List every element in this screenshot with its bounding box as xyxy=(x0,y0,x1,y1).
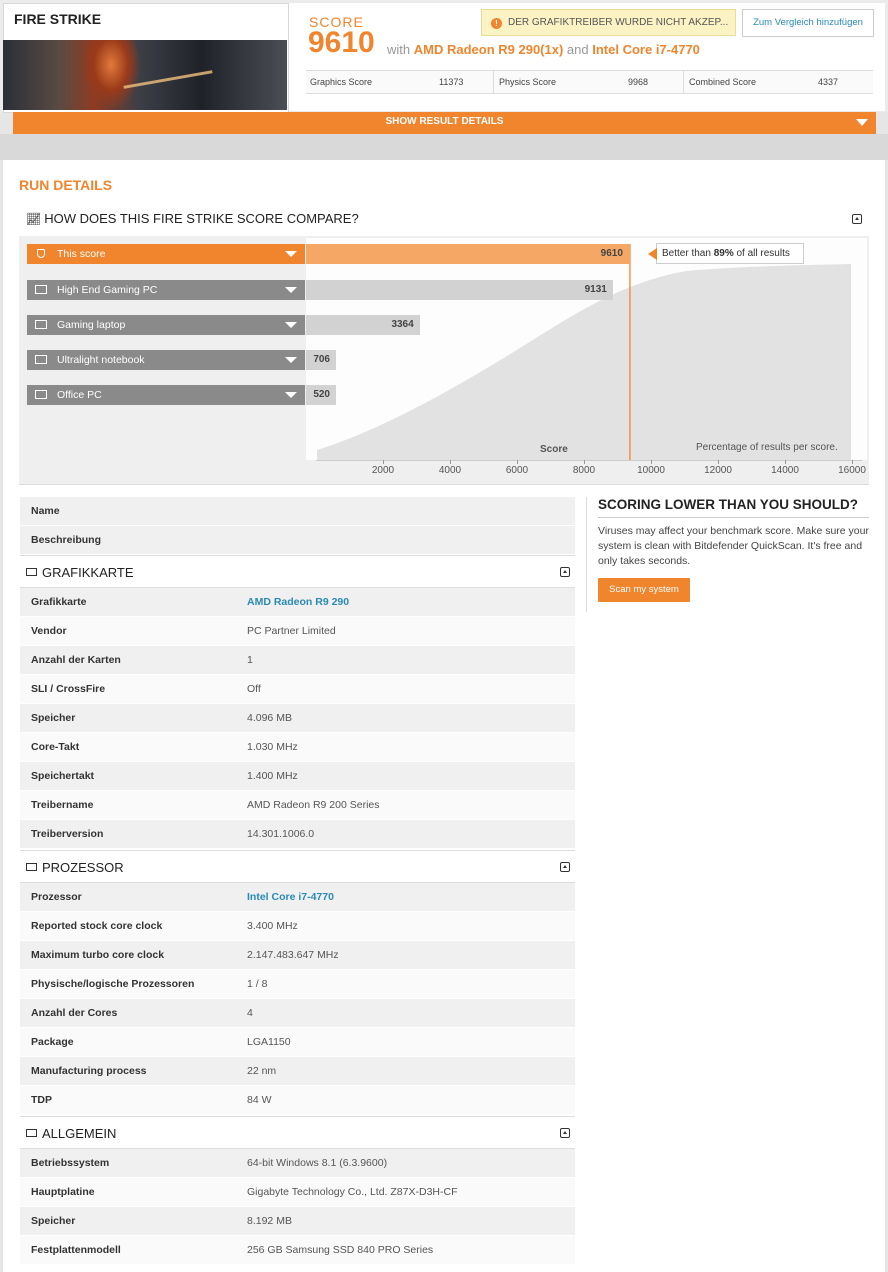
row-value: 1.030 MHz xyxy=(247,741,298,753)
and-text: and xyxy=(566,42,589,57)
category-selector-3[interactable] xyxy=(27,350,305,370)
bar-0: 9610 xyxy=(306,244,629,264)
x-tick-mark xyxy=(383,460,384,464)
desktop-icon xyxy=(35,390,47,399)
x-tick-mark xyxy=(651,460,652,464)
table-row xyxy=(20,675,575,704)
row-value: AMD Radeon R9 200 Series xyxy=(247,799,380,811)
cpu-link[interactable]: Intel Core i7-4770 xyxy=(592,42,700,57)
computer-icon xyxy=(26,1129,37,1137)
row-value: 1.400 MHz xyxy=(247,770,298,782)
row-key: Treiberversion xyxy=(31,828,104,840)
physics-score-label: Physics Score xyxy=(499,77,557,87)
table-row xyxy=(20,912,575,941)
table-row xyxy=(20,820,575,849)
row-key: Reported stock core clock xyxy=(31,920,163,932)
driver-warning[interactable] xyxy=(481,9,736,36)
sidebar-divider xyxy=(586,497,587,612)
row-key: Maximum turbo core clock xyxy=(31,949,165,961)
section-grafikkarte xyxy=(20,555,575,849)
description-row xyxy=(20,526,575,555)
category-selector-1[interactable] xyxy=(27,280,305,300)
row-value: 14.301.1006.0 xyxy=(247,828,315,840)
graphics-score-label: Graphics Score xyxy=(310,77,373,87)
sidebar-rule xyxy=(598,517,869,518)
x-tick-14000: 14000 xyxy=(771,465,799,476)
description-label: Beschreibung xyxy=(31,534,102,546)
with-text: with xyxy=(387,42,411,57)
row-value: 4.096 MB xyxy=(247,712,292,724)
x-tick-4000: 4000 xyxy=(438,465,462,476)
bar-4: 520 xyxy=(306,385,336,405)
desktop-icon xyxy=(35,285,47,294)
row-key: Grafikkarte xyxy=(31,596,87,608)
chevron-down-icon xyxy=(856,119,868,126)
row-key: Anzahl der Cores xyxy=(31,1007,118,1019)
table-row xyxy=(20,588,575,617)
row-value: Off xyxy=(247,683,261,695)
bar-2: 3364 xyxy=(306,315,420,335)
chart-icon: 📈︎ xyxy=(26,212,42,226)
section-title: ALLGEMEIN xyxy=(42,1126,117,1141)
table-row xyxy=(20,970,575,999)
score-value: 9610 xyxy=(308,26,375,59)
row-key: TDP xyxy=(31,1094,52,1106)
graphics-score-value: 11373 xyxy=(439,77,464,87)
row-value: 256 GB Samsung SSD 840 PRO Series xyxy=(247,1244,434,1256)
table-row xyxy=(20,646,575,675)
test-thumbnail xyxy=(3,40,287,110)
score-label: SCORE xyxy=(309,14,364,30)
better-than-callout xyxy=(656,243,804,264)
table-row xyxy=(20,704,575,733)
better-percent: 89% xyxy=(713,248,734,259)
row-value: LGA1150 xyxy=(247,1036,291,1048)
physics-score-value: 9968 xyxy=(628,77,649,87)
sidebar-text: Viruses may affect your benchmark score. Make sure your system is clean with Bitdefender QuickScan. It's free and only takes seconds. xyxy=(598,525,869,567)
x-axis-line xyxy=(316,460,862,461)
bar-3: 706 xyxy=(306,350,336,370)
x-tick-mark xyxy=(785,460,786,464)
dropdown-arrow-icon xyxy=(285,251,297,257)
cpu-icon xyxy=(26,863,37,871)
row-key: Vendor xyxy=(31,625,67,637)
section-title: PROZESSOR xyxy=(42,860,124,875)
row-value: 64-bit Windows 8.1 (6.3.9600) xyxy=(247,1157,388,1169)
x-tick-10000: 10000 xyxy=(637,465,665,476)
section-allgemein xyxy=(20,1116,575,1265)
row-key: Treibername xyxy=(31,799,94,811)
category-label: High End Gaming PC xyxy=(57,284,158,296)
category-label: Gaming laptop xyxy=(57,319,126,331)
show-result-details-label: SHOW RESULT DETAILS xyxy=(385,116,504,127)
dropdown-arrow-icon xyxy=(285,287,297,293)
table-row xyxy=(20,883,575,912)
collapse-section-icon[interactable] xyxy=(560,862,570,872)
row-key: Speichertakt xyxy=(31,770,95,782)
section-prozessor xyxy=(20,850,575,1115)
score-hardware xyxy=(387,42,700,57)
sidebar-heading: SCORING LOWER THAN YOU SHOULD? xyxy=(598,497,859,512)
distribution-note: Percentage of results per score. xyxy=(696,442,838,453)
x-tick-8000: 8000 xyxy=(572,465,596,476)
table-row xyxy=(20,733,575,762)
category-selector-0[interactable] xyxy=(27,244,305,264)
dropdown-arrow-icon xyxy=(285,392,297,398)
gpu-icon xyxy=(26,568,37,576)
combined-score-label: Combined Score xyxy=(689,77,757,87)
warning-icon: ! xyxy=(491,18,502,29)
warning-text: DER GRAFIKTREIBER WURDE NICHT AKZEP... xyxy=(508,17,729,28)
details-table xyxy=(20,497,575,555)
section-title: GRAFIKKARTE xyxy=(42,565,134,580)
row-value: 8.192 MB xyxy=(247,1215,292,1227)
table-row xyxy=(20,941,575,970)
row-value: PC Partner Limited xyxy=(247,625,336,637)
name-row xyxy=(20,497,575,526)
table-row xyxy=(20,1086,575,1115)
x-tick-2000: 2000 xyxy=(371,465,395,476)
section-header[interactable] xyxy=(20,555,575,588)
laptop-icon xyxy=(35,320,47,329)
table-row xyxy=(20,1028,575,1057)
category-label: This score xyxy=(57,248,106,260)
table-row xyxy=(20,617,575,646)
row-value: 3.400 MHz xyxy=(247,920,298,932)
row-value: Gigabyte Technology Co., Ltd. Z87X-D3H-CF xyxy=(247,1186,458,1198)
show-result-details-button[interactable] xyxy=(13,112,876,134)
table-row xyxy=(20,999,575,1028)
dropdown-arrow-icon xyxy=(285,357,297,363)
category-selector-2[interactable] xyxy=(27,315,305,335)
row-value: 1 xyxy=(247,654,253,666)
table-row xyxy=(20,1149,575,1178)
collapse-section-icon[interactable] xyxy=(560,1128,570,1138)
distribution-svg xyxy=(306,238,867,463)
better-prefix: Better than xyxy=(662,248,711,259)
x-tick-mark xyxy=(718,460,719,464)
row-value: 22 nm xyxy=(247,1065,277,1077)
category-selector-4[interactable] xyxy=(27,385,305,405)
row-key: Anzahl der Karten xyxy=(31,654,121,666)
table-row xyxy=(20,1207,575,1236)
subscores-bar xyxy=(306,70,873,94)
row-key: Package xyxy=(31,1036,74,1048)
compare-heading xyxy=(26,211,359,226)
bar-1: 9131 xyxy=(306,280,613,300)
x-tick-mark xyxy=(450,460,451,464)
table-row xyxy=(20,1236,575,1265)
laptop-icon xyxy=(35,355,47,364)
table-row xyxy=(20,791,575,820)
test-title: FIRE STRIKE xyxy=(14,11,102,27)
dropdown-arrow-icon xyxy=(285,322,297,328)
trophy-icon xyxy=(37,249,45,258)
table-row xyxy=(20,762,575,791)
row-key: Betriebssystem xyxy=(31,1157,110,1169)
row-value: 84 W xyxy=(247,1094,272,1106)
backdrop xyxy=(0,134,888,160)
hardware-link[interactable]: AMD Radeon R9 290 xyxy=(247,596,350,608)
x-axis-label: Score xyxy=(540,444,568,455)
section-header[interactable] xyxy=(20,1116,575,1149)
gpu-link[interactable]: AMD Radeon R9 290(1x) xyxy=(413,42,564,57)
row-key: Speicher xyxy=(31,712,76,724)
row-key: Prozessor xyxy=(31,891,82,903)
section-header[interactable] xyxy=(20,850,575,883)
x-tick-mark xyxy=(852,460,853,464)
better-suffix: of all results xyxy=(736,248,790,259)
run-details-title: RUN DETAILS xyxy=(19,177,113,193)
row-value: 4 xyxy=(247,1007,253,1019)
category-label: Office PC xyxy=(57,389,102,401)
x-tick-6000: 6000 xyxy=(505,465,529,476)
row-key: SLI / CrossFire xyxy=(31,683,106,695)
table-row xyxy=(20,1057,575,1086)
collapse-compare-icon[interactable] xyxy=(852,214,862,224)
row-value: 2.147.483.647 MHz xyxy=(247,949,339,961)
row-value: 1 / 8 xyxy=(247,978,268,990)
x-tick-16000: 16000 xyxy=(838,465,866,476)
row-key: Manufacturing process xyxy=(31,1065,147,1077)
row-key: Core-Takt xyxy=(31,741,80,753)
x-tick-12000: 12000 xyxy=(704,465,732,476)
hardware-link[interactable]: Intel Core i7-4770 xyxy=(247,891,334,903)
add-to-compare-button[interactable]: Zum Vergleich hinzufügen xyxy=(742,9,874,37)
category-label: Ultralight notebook xyxy=(57,354,145,366)
row-key: Speicher xyxy=(31,1215,76,1227)
scan-my-system-button[interactable]: Scan my system xyxy=(598,578,690,602)
row-key: Festplattenmodell xyxy=(31,1244,121,1256)
x-tick-mark xyxy=(517,460,518,464)
x-tick-mark xyxy=(584,460,585,464)
compare-heading-text: HOW DOES THIS FIRE STRIKE SCORE COMPARE? xyxy=(44,211,359,226)
collapse-section-icon[interactable] xyxy=(560,567,570,577)
row-key: Physische/logische Prozessoren xyxy=(31,978,195,990)
combined-score-value: 4337 xyxy=(818,77,839,87)
name-label: Name xyxy=(31,505,60,517)
row-key: Hauptplatine xyxy=(31,1186,95,1198)
table-row xyxy=(20,1178,575,1207)
